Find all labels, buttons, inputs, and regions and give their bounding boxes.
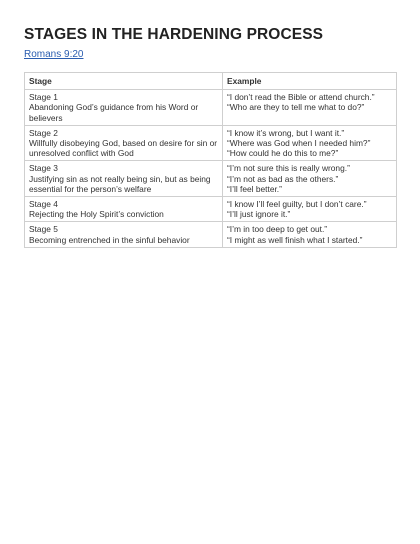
example-cell bbox=[223, 161, 397, 197]
scripture-reference-link[interactable]: Romans 9:20 bbox=[24, 49, 84, 60]
stage-cell bbox=[25, 125, 223, 161]
stage-description: Justifying sin as not really being sin, but as being essential for the person’s welfare bbox=[29, 173, 211, 194]
table-row bbox=[25, 161, 397, 197]
example-quote: “I might as well finish what I started.” bbox=[227, 234, 363, 245]
example-quote: “Who are they to tell me what to do?” bbox=[227, 102, 365, 113]
stage-description: Rejecting the Holy Spirit’s conviction bbox=[29, 209, 164, 220]
example-quote: “Where was God when I needed him?” bbox=[227, 138, 371, 149]
stage-cell bbox=[25, 161, 223, 197]
example-quote: “I’ll just ignore it.” bbox=[227, 209, 291, 220]
example-quote: “I don’t read the Bible or attend church.” bbox=[227, 92, 375, 103]
example-quote: “I’m not as bad as the others.” bbox=[227, 173, 339, 184]
stage-label: Stage 5 bbox=[29, 224, 58, 235]
example-quote: “I know it’s wrong, but I want it.” bbox=[227, 127, 345, 138]
example-quote: “I’ll feel better.” bbox=[227, 183, 282, 194]
stage-label: Stage 3 bbox=[29, 163, 58, 174]
example-quote: “I know I’ll feel guilty, but I don’t care.” bbox=[227, 199, 367, 210]
stage-label: Stage 4 bbox=[29, 199, 58, 210]
stage-cell bbox=[25, 197, 223, 222]
hardening-stages-table bbox=[24, 72, 397, 248]
column-header-example: Example bbox=[223, 73, 397, 90]
stage-label: Stage 2 bbox=[29, 127, 58, 138]
example-cell bbox=[223, 222, 397, 247]
example-cell bbox=[223, 197, 397, 222]
table-row bbox=[25, 125, 397, 161]
example-quote: “I’m in too deep to get out.” bbox=[227, 224, 328, 235]
example-cell bbox=[223, 125, 397, 161]
page-title: STAGES IN THE HARDENING PROCESS bbox=[24, 26, 324, 43]
column-header-stage: Stage bbox=[25, 73, 223, 90]
table-row bbox=[25, 90, 397, 126]
document-page bbox=[24, 26, 396, 248]
table-header-row bbox=[25, 73, 397, 90]
example-quote: “I’m not sure this is really wrong.” bbox=[227, 163, 350, 174]
stage-cell bbox=[25, 222, 223, 247]
stage-description: Abandoning God’s guidance from his Word or believers bbox=[29, 102, 199, 123]
example-cell bbox=[223, 90, 397, 126]
table-row bbox=[25, 197, 397, 222]
stage-label: Stage 1 bbox=[29, 92, 58, 103]
stage-description: Willfully disobeying God, based on desire for sin or unresolved conflict with God bbox=[29, 138, 218, 159]
stage-description: Becoming entrenched in the sinful behavior bbox=[29, 234, 190, 245]
table-row bbox=[25, 222, 397, 247]
example-quote: “How could he do this to me?” bbox=[227, 148, 339, 159]
stage-cell bbox=[25, 90, 223, 126]
